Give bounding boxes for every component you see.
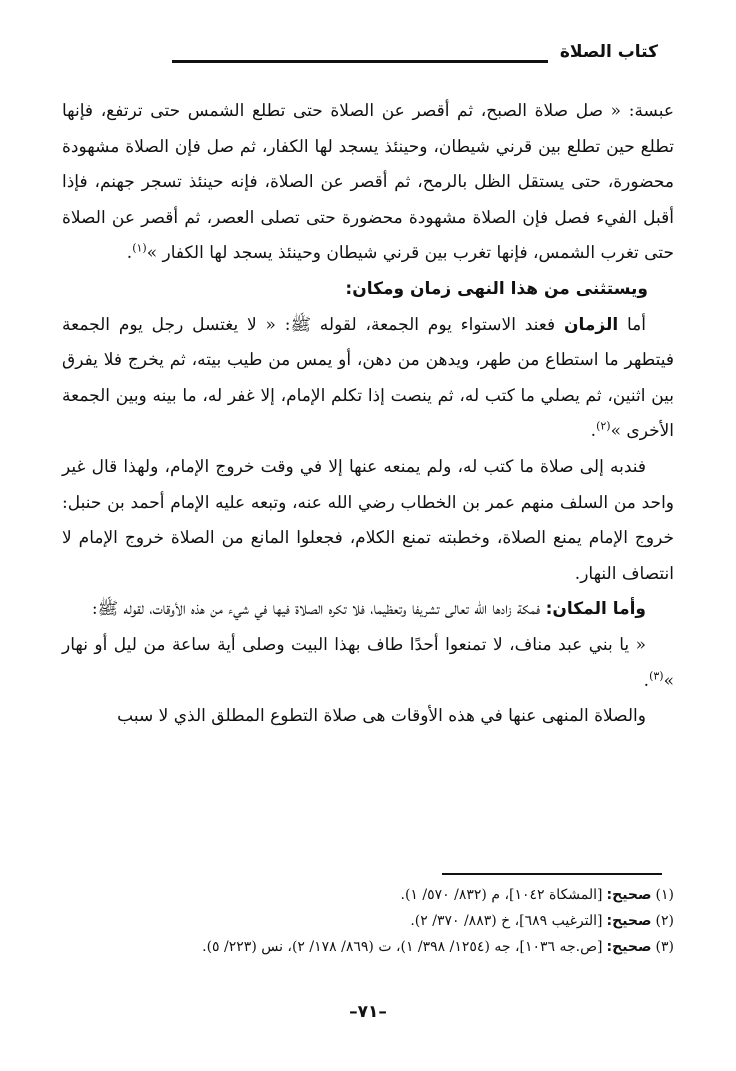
paragraph-prohibited-prayer: والصلاة المنهى عنها في هذه الأوقات هى صلاة التطوع المطلق الذي لا سبب xyxy=(117,706,646,727)
hadith-text: « يا بني عبد مناف، لا تمنعوا أحدًا طاف بهذا البيت وصلى أية ساعة من ليل أو نهار » xyxy=(62,634,674,691)
footnote-number: (١) xyxy=(655,887,674,903)
body-text xyxy=(62,94,674,735)
footnote-ref-3: (٣) xyxy=(649,668,664,682)
paragraph-text: فعند الاستواء يوم الجمعة، لقوله ﷺ: « لا يغتسل رجل يوم الجمعة فيتطهر ما استطاع من طهر، ويدهن من دهن، أو يمس من طيب بيته، ثم يخرج فلا يفرق بين اثنين، ثم يصلي ما كتب له، ثم ينصت إذا تكلم الإمام، إلا غفر له، ما بينه وبين الجمعة الأخرى » xyxy=(62,314,674,442)
paragraph-explanation: فندبه إلى صلاة ما كتب له، ولم يمنعه عنها إلا في وقت خروج الإمام، ولهذا قال غير واحد من السلف منهم عمر بن الخطاب رضي الله عنه، وتبعه عليه الإمام أحمد بن حنبل: خروج الإمام يمنع الصلاة، وخطبته تمنع الكلام، فجعلوا المانع من الصلاة خروج الإمام لا انتصاف النهار. xyxy=(62,456,674,584)
header-title: كتاب الصلاة xyxy=(559,42,658,62)
sentence-end: . xyxy=(643,670,650,691)
header-rule xyxy=(172,60,548,63)
paragraph-text: فمكة زادها الله تعالى تشريفا وتعظيما، فلا تكره الصلاة فيها في شيء من هذه الأوقات، لقوله ﷺ: xyxy=(91,599,541,620)
paragraph-place-exception xyxy=(62,592,674,628)
section-heading: ويستثنى من هذا النهى زمان ومكان: xyxy=(345,278,648,299)
footnote-ref-1: (١) xyxy=(132,241,147,255)
running-header xyxy=(60,40,658,72)
paragraph-hadith-continuation xyxy=(62,94,674,272)
footnote-grade: صحيح: xyxy=(606,939,652,955)
sentence-end: . xyxy=(590,421,597,442)
footnote-grade: صحيح: xyxy=(606,913,652,929)
footnote-grade: صحيح: xyxy=(606,887,652,903)
footnote-number: (٣) xyxy=(655,939,674,955)
footnote-text: [الترغيب ٦٨٩]، خ (٨٨٣/ ٣٧٠/ ٢). xyxy=(410,913,603,929)
footnote-number: (٢) xyxy=(655,913,674,929)
keyword-time: الزمان xyxy=(563,314,619,335)
footnote-text: [ص.جه ١٠٣٦]، جه (١٢٥٤/ ٣٩٨/ ١)، ت (٨٦٩/ ١٧٨/ ٢)، نس (٢٢٣/ ٥). xyxy=(202,939,603,955)
para-intro: أما xyxy=(626,314,646,335)
footnote-2 xyxy=(62,908,674,934)
footnote-3 xyxy=(62,934,674,960)
page-number: –٧١– xyxy=(349,1002,387,1022)
footnote-separator xyxy=(442,873,662,875)
footnote-1 xyxy=(62,882,674,908)
hadith-text: عبسة: « صل صلاة الصبح، ثم أقصر عن الصلاة حتى تطلع الشمس حتى ترتفع، فإنها تطلع حين تطلع بين قرني شيطان، وحينئذ يسجد لها الكفار، ثم صل فإن الصلاة مشهودة محضورة، حتى يستقل الظل بالرمح، ثم أقصر عن الصلاة، فإنه حينئذ تسجر جهنم، فإذا أقبل الفيء فصل فإن الصلاة مشهودة محضورة حتى تصلى العصر، ثم أقصر عن الصلاة حتى تغرب الشمس، فإنها تغرب بين قرني شيطان وحينئذ يسجد لها الكفار » xyxy=(62,101,674,264)
keyword-place: وأما المكان: xyxy=(545,599,646,620)
footnotes xyxy=(62,882,674,960)
paragraph-time-exception xyxy=(62,308,674,450)
footnote-text: [المشكاة ١٠٤٢]، م (٨٣٢/ ٥٧٠/ ١). xyxy=(400,887,603,903)
paragraph-hadith-makkah xyxy=(62,628,674,699)
footnote-ref-2: (٢) xyxy=(596,419,611,433)
sentence-end: . xyxy=(126,243,133,264)
